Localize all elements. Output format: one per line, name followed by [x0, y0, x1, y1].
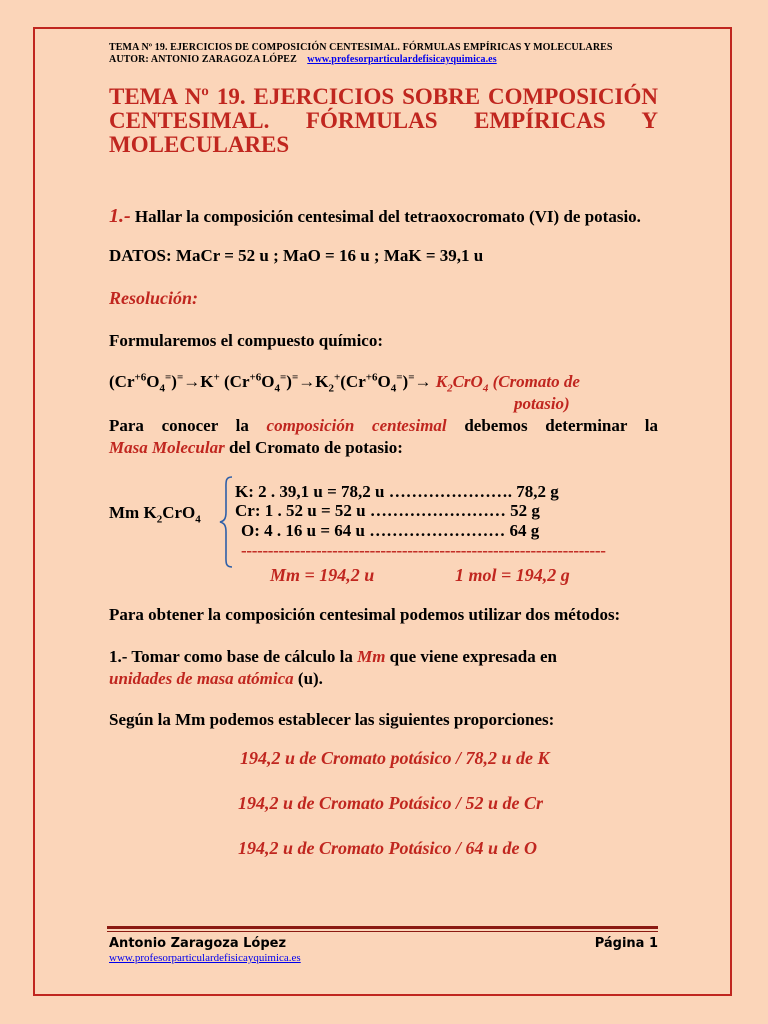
footer-website-link[interactable]: www.profesorparticulardefisicayquimica.es: [109, 952, 301, 964]
mm-label: Mm $K_2CrO_4$: [109, 503, 201, 526]
running-header-title: TEMA Nº 19. EJERCICIOS DE COMPOSICIÓN CENTESIMAL. FÓRMULAS EMPÍRICAS Y MOLECULARES: [109, 42, 613, 53]
equation-product-name-end: potasio): [514, 394, 570, 413]
mm-row-o: O: 4 . 16 u = 64 u …………………… 64 g: [241, 521, 540, 540]
author-label: AUTOR: ANTONIO ZARAGOZA LÓPEZ: [109, 54, 297, 65]
header-website-link[interactable]: www.profesorparticulardefisicayquimica.es: [307, 54, 497, 65]
curly-brace-icon: [218, 476, 234, 568]
dissociation-equation: $(Cr^{+6}O_4^=)^=\to K^+$ $(Cr^{+6}O_4^=)^=\to K_2^+(Cr^{+6}O_4^=)^=\to K_2CrO_4$ (Cromato de: [109, 371, 580, 395]
para-conocer-line2: Masa Molecular del Cromato de potasio:: [109, 438, 403, 457]
footer-divider: [107, 926, 658, 929]
footer-author: Antonio Zaragoza López: [109, 936, 287, 951]
formular-text: Formularemos el compuesto químico:: [109, 331, 384, 350]
mm-row-cr: Cr: 1 . 52 u = 52 u …………………… 52 g: [235, 501, 540, 520]
mm-result: Mm = 194,2 u: [270, 565, 375, 585]
exercise-text: Hallar la composición centesimal del tetraoxocromato (VI) de potasio.: [134, 207, 641, 226]
metodo1-line1: 1.- Tomar como base de cálculo la Mm que viene expresada en: [109, 647, 557, 666]
proportion-cr: 194,2 u de Cromato Potásico / 52 u de Cr: [238, 793, 544, 813]
segun-text: Según la Mm podemos establecer las siguientes proporciones:: [109, 710, 555, 729]
proportion-o: 194,2 u de Cromato Potásico / 64 u de O: [238, 838, 538, 858]
exercise-statement: [109, 206, 658, 227]
footer-divider-thin: [107, 931, 658, 932]
mol-result: 1 mol = 194,2 g: [455, 565, 570, 585]
metodo1-line2: unidades de masa atómica (u).: [109, 669, 323, 688]
page-title: TEMA Nº 19. EJERCICIOS SOBRE COMPOSICIÓN CENTESIMAL. FÓRMULAS EMPÍRICAS Y MOLECULARES: [109, 84, 658, 157]
resolucion-label: Resolución:: [109, 288, 199, 308]
running-header-author: [109, 54, 497, 65]
para-conocer-line1: Para conocer la composición centesimal debemos determinar la: [109, 416, 659, 435]
proportion-k: 194,2 u de Cromato potásico / 78,2 u de K: [240, 748, 550, 768]
footer-page-number: Página 1: [594, 936, 658, 951]
sum-divider-line: --------------------------------------------------------------------: [241, 541, 606, 560]
exercise-datos: DATOS: MaCr = 52 u ; MaO = 16 u ; MaK = 39,1 u: [109, 246, 484, 265]
metodos-text: Para obtener la composición centesimal podemos utilizar dos métodos:: [109, 605, 621, 624]
equation-product: $K_2CrO_4$ (Cromato de: [435, 372, 580, 395]
exercise-number: 1.-: [109, 205, 131, 227]
mm-row-k: K: 2 . 39,1 u = 78,2 u …………………. 78,2 g: [235, 482, 559, 501]
